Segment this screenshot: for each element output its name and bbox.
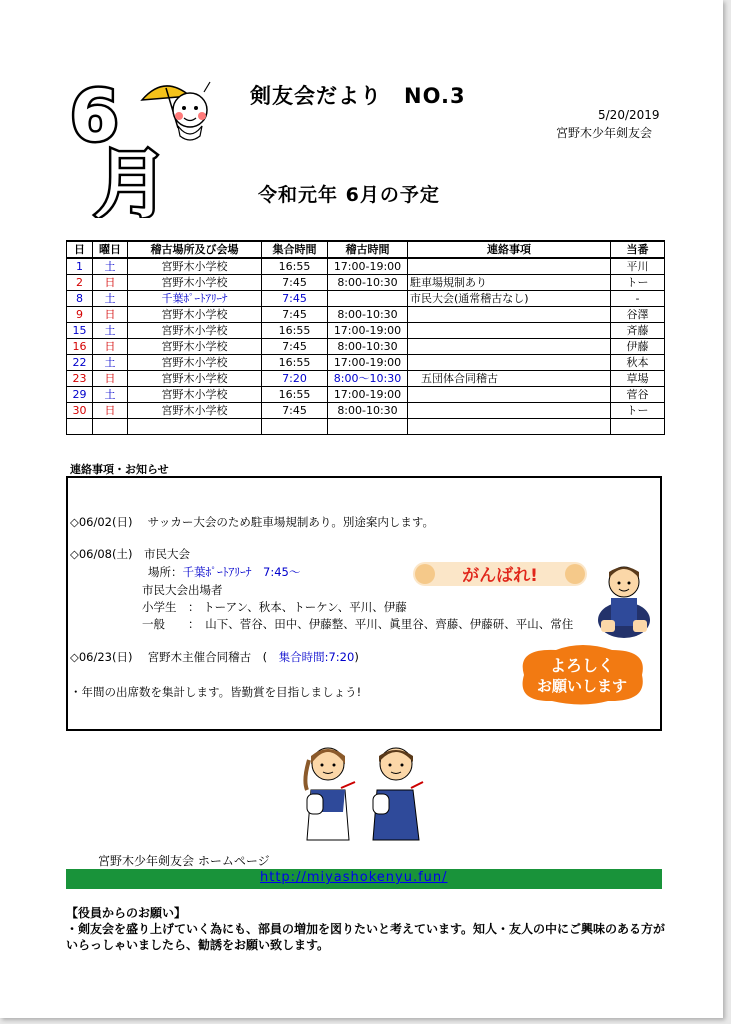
- cell-weekday: 日: [93, 339, 128, 355]
- cell-assembly: [262, 419, 328, 435]
- yoroshiku-line1: よろしく: [549, 656, 615, 675]
- cell-weekday: 日: [93, 275, 128, 291]
- schedule-row: [67, 355, 665, 371]
- officer-text: ・剣友会を盛り上げていく為にも、部員の増加を図りたいと考えています。知人・友人の中にご興味のある方がいらっしゃいましたら、勧誘をお願い致します。: [66, 922, 666, 952]
- newsletter-title: 剣友会だより NO.3: [250, 84, 466, 108]
- schedule-header-row: [67, 241, 665, 258]
- cell-note: 駐車場規制あり: [408, 275, 611, 291]
- schedule-row: [67, 387, 665, 403]
- cell-practice: [328, 291, 408, 307]
- cell-note: [408, 258, 611, 275]
- cell-practice: 8:00～10:30: [328, 371, 408, 387]
- attendance-notice: ・年間の出席数を集計します。皆勤賞を目指しましょう!: [70, 685, 362, 699]
- kendo-boy-illustration: [593, 558, 655, 640]
- joint-practice-time: 集合時間:7:20: [278, 650, 355, 664]
- cell-duty: トー: [611, 275, 665, 291]
- schedule-row: [67, 371, 665, 387]
- cell-assembly: 7:45: [262, 307, 328, 323]
- col-header-note: 連絡事項: [408, 241, 611, 258]
- cell-assembly: 7:20: [262, 371, 328, 387]
- umbrella-mascot-icon: [142, 82, 210, 140]
- kendo-boy-icon: [373, 748, 423, 840]
- cell-note: [408, 387, 611, 403]
- cell-place: 宮野木小学校: [128, 387, 262, 403]
- cell-day: 2: [67, 275, 93, 291]
- cell-duty: 秋本: [611, 355, 665, 371]
- cell-duty: 平川: [611, 258, 665, 275]
- cell-place: [128, 419, 262, 435]
- venue-label: 場所：: [148, 565, 183, 579]
- cell-practice: 8:00-10:30: [328, 339, 408, 355]
- notice-heading: 連絡事項・お知らせ: [70, 463, 169, 476]
- cell-duty: -: [611, 291, 665, 307]
- officer-request: [66, 905, 676, 953]
- club-name: 宮野木少年剣友会: [556, 126, 653, 140]
- cell-assembly: 16:55: [262, 355, 328, 371]
- cell-day: 16: [67, 339, 93, 355]
- schedule-row: [67, 419, 665, 435]
- cell-place: 宮野木小学校: [128, 275, 262, 291]
- cell-duty: 斉藤: [611, 323, 665, 339]
- kendo-kids-illustration: [297, 740, 429, 850]
- cell-day: [67, 419, 93, 435]
- schedule-row: [67, 403, 665, 419]
- cell-day: 8: [67, 291, 93, 307]
- cell-place: 宮野木小学校: [128, 371, 262, 387]
- officer-heading: 【役員からのお願い】: [66, 906, 187, 920]
- cell-assembly: 7:45: [262, 339, 328, 355]
- col-header-place: 稽古場所及び会場: [128, 241, 262, 258]
- cell-weekday: 土: [93, 258, 128, 275]
- cell-practice: 8:00-10:30: [328, 307, 408, 323]
- notice-box: [66, 476, 662, 731]
- ganbare-text: がんばれ!: [462, 566, 538, 586]
- yoroshiku-line2: お願いします: [536, 677, 628, 695]
- cell-practice: 17:00-19:00: [328, 323, 408, 339]
- cell-duty: 伊藤: [611, 339, 665, 355]
- col-header-weekday: 曜日: [93, 241, 128, 258]
- joint-practice-text: ◇06/23(日) 宮野木主催合同稽古 (: [70, 650, 279, 664]
- cell-duty: トー: [611, 403, 665, 419]
- cell-day: 23: [67, 371, 93, 387]
- entrants-heading: 市民大会出場者: [142, 583, 223, 597]
- cell-day: 22: [67, 355, 93, 371]
- cell-assembly: 7:45: [262, 275, 328, 291]
- schedule-table: [66, 240, 665, 435]
- issue-date: 5/20/2019: [598, 108, 660, 122]
- cell-weekday: 日: [93, 403, 128, 419]
- entrants-elementary: 小学生 ： トーアン、秋本、トーケン、平川、伊藤: [142, 600, 407, 614]
- cell-day: 1: [67, 258, 93, 275]
- big-month-tsuki: 月: [94, 142, 168, 218]
- cell-weekday: 日: [93, 371, 128, 387]
- cell-place: 宮野木小学校: [128, 323, 262, 339]
- cell-weekday: 土: [93, 387, 128, 403]
- cell-assembly: 16:55: [262, 387, 328, 403]
- kendo-girl-icon: [305, 748, 355, 840]
- cell-assembly: 16:55: [262, 323, 328, 339]
- cell-day: 29: [67, 387, 93, 403]
- venue-value: 千葉ﾎﾟｰﾄｱﾘｰﾅ 7:45～: [182, 565, 301, 579]
- schedule-row: [67, 307, 665, 323]
- big-month-six: 6: [70, 78, 119, 157]
- cell-practice: 17:00-19:00: [328, 355, 408, 371]
- notice-line-0602: ◇06/02(日) サッカー大会のため駐車場規制あり。別途案内します。: [70, 515, 434, 529]
- cell-assembly: 7:45: [262, 291, 328, 307]
- cell-practice: [328, 419, 408, 435]
- cell-duty: 草場: [611, 371, 665, 387]
- cell-duty: 谷澤: [611, 307, 665, 323]
- cell-weekday: 土: [93, 323, 128, 339]
- cell-duty: [611, 419, 665, 435]
- notice-line-0608: ◇06/08(土) 市民大会: [70, 547, 190, 561]
- notice-venue-line: [148, 564, 300, 580]
- cell-assembly: 16:55: [262, 258, 328, 275]
- schedule-row: [67, 291, 665, 307]
- cell-practice: 8:00-10:30: [328, 275, 408, 291]
- col-header-day: 日: [67, 241, 93, 258]
- cell-note: [408, 307, 611, 323]
- cell-day: 15: [67, 323, 93, 339]
- schedule-row: [67, 275, 665, 291]
- cell-assembly: 7:45: [262, 403, 328, 419]
- june-month-graphic: [66, 78, 226, 218]
- schedule-row: [67, 323, 665, 339]
- homepage-link[interactable]: http://miyashokenyu.fun/: [260, 870, 448, 885]
- schedule-row: [67, 339, 665, 355]
- cell-weekday: 日: [93, 307, 128, 323]
- cell-note: [408, 339, 611, 355]
- schedule-subtitle: 令和元年 6月の予定: [258, 184, 440, 206]
- cell-place: 宮野木小学校: [128, 355, 262, 371]
- homepage-label: 宮野木少年剣友会 ホームページ: [98, 854, 270, 868]
- cell-note: 五団体合同稽古: [408, 371, 611, 387]
- entrants-general: 一般 ： 山下、菅谷、田中、伊藤整、平川、眞里谷、齊藤、伊藤研、平山、常住: [142, 617, 574, 631]
- yoroshiku-badge: [516, 644, 648, 706]
- cell-place: 宮野木小学校: [128, 339, 262, 355]
- cell-note: [408, 355, 611, 371]
- schedule-row: [67, 258, 665, 275]
- cell-weekday: 土: [93, 355, 128, 371]
- notice-line-0623: [70, 649, 359, 665]
- col-header-assembly: 集合時間: [262, 241, 328, 258]
- cell-duty: 菅谷: [611, 387, 665, 403]
- cell-day: 9: [67, 307, 93, 323]
- cell-practice: 17:00-19:00: [328, 258, 408, 275]
- cell-place: 宮野木小学校: [128, 258, 262, 275]
- joint-practice-close: ): [354, 650, 359, 664]
- cell-place: 千葉ﾎﾟｰﾄｱﾘｰﾅ: [128, 291, 262, 307]
- cell-note: [408, 419, 611, 435]
- cell-note: [408, 323, 611, 339]
- cell-note: 市民大会(通常稽古なし): [408, 291, 611, 307]
- cell-note: [408, 403, 611, 419]
- cell-place: 宮野木小学校: [128, 403, 262, 419]
- cell-day: 30: [67, 403, 93, 419]
- ganbare-banner: [413, 558, 587, 590]
- cell-weekday: 土: [93, 291, 128, 307]
- cell-practice: 8:00-10:30: [328, 403, 408, 419]
- cell-place: 宮野木小学校: [128, 307, 262, 323]
- col-header-duty: 当番: [611, 241, 665, 258]
- cell-weekday: [93, 419, 128, 435]
- cell-practice: 17:00-19:00: [328, 387, 408, 403]
- col-header-practice: 稽古時間: [328, 241, 408, 258]
